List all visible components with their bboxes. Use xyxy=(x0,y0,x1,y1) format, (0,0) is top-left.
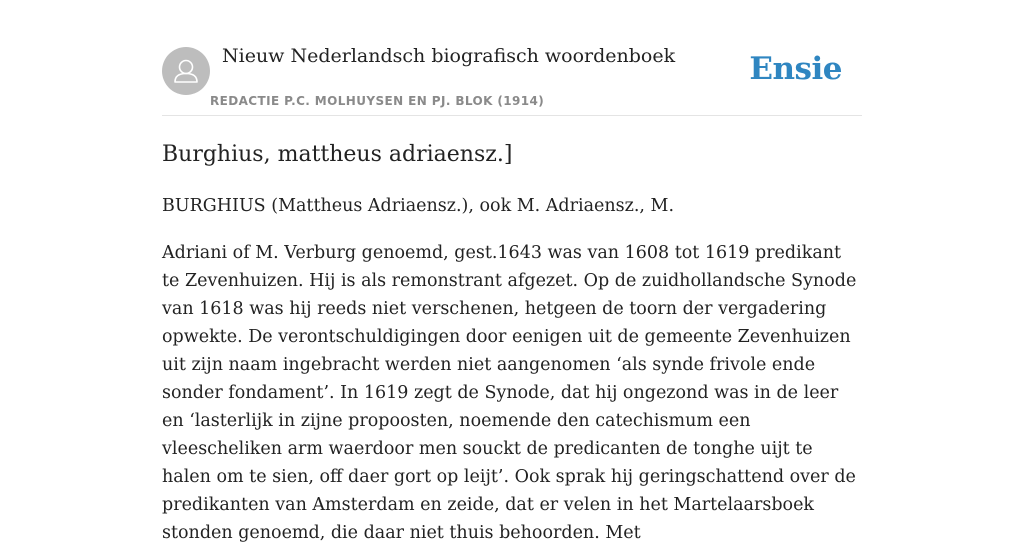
source-header xyxy=(162,0,862,116)
page xyxy=(162,0,862,543)
avatar[interactable] xyxy=(162,47,210,95)
entry-paragraph: Adriani of M. Verburg genoemd, gest.1643 was van 1608 tot 1619 predikant te Zevenhuizen. Hij is als remonstrant afgezet. Op de zuidhollandsche Synode van 1618 was hij reeds niet verschenen, hetgeen de toorn der vergadering opwekte. De verontschuldigingen door eenigen uit de gemeente Zevenhuizen uit zijn naam ingebracht werden niet aangenomen ‘als synde frivole ende sonder fondament’. In 1619 zegt de Synode, dat hij ongezond was in de leer en ‘lasterlijk in zijne propoosten, noemende den catechismum een vleescheliken arm waerdoor men souckt de predicanten de tonghe uijt te halen om te sien, off daer gort op leijt’. Ook sprak hij geringschattend over de predikanten van Amsterdam en zeide, dat er velen in het Martelaarsboek stonden genoemd, die daar niet thuis behoorden. Met xyxy=(162,243,857,543)
source-title[interactable]: Nieuw Nederlandsch biografisch woordenboek xyxy=(222,45,676,67)
entry-paragraph: BURGHIUS (Mattheus Adriaensz.), ook M. Adriaensz., M. xyxy=(162,196,675,216)
source-subtitle: REDACTIE P.C. MOLHUYSEN EN PJ. BLOK (1914) xyxy=(210,94,545,108)
ensie-logo[interactable]: Ensie xyxy=(749,51,842,87)
user-icon xyxy=(162,47,210,95)
entry-title: Burghius, mattheus adriaensz.] xyxy=(162,142,513,167)
